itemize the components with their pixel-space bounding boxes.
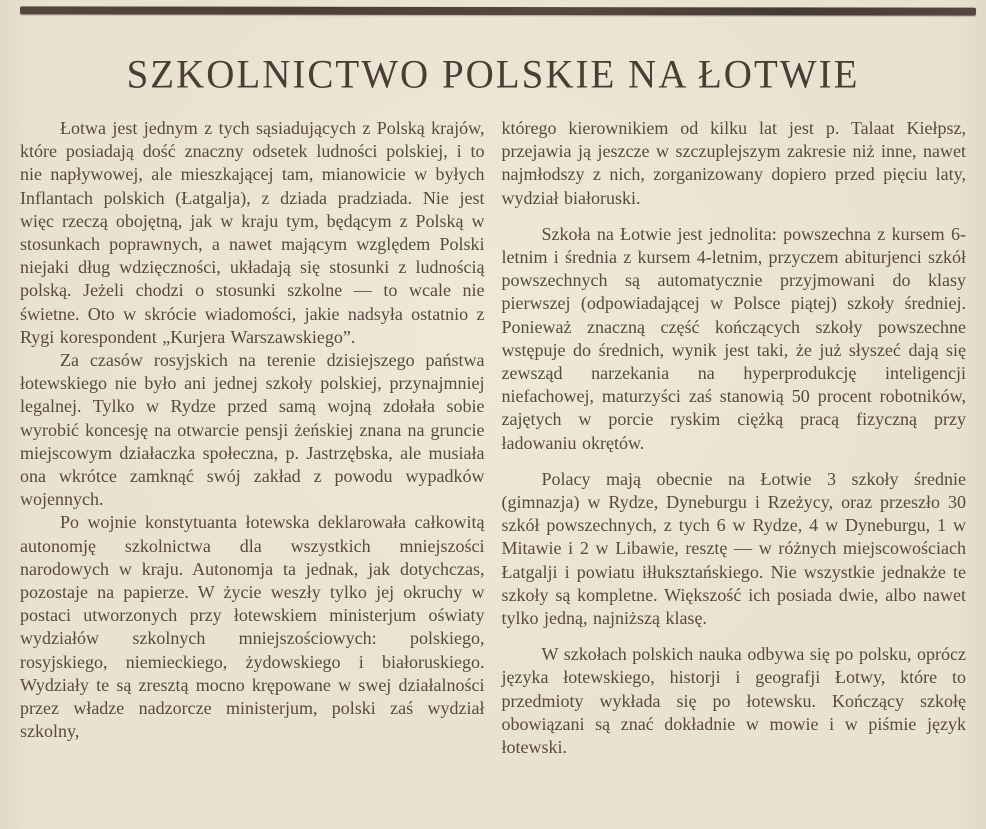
left-column-paragraph-3: Po wojnie konstytuanta łotewska deklarowała całkowitą autonomję szkolnictwa dla wszystkich mniejszości narodowych w kraju. Autonomja ta jednak, jak dotychczas, pozostaje na papierze. W życie weszły tylko jej okruchy w postaci utworzonych przy łotewskiem ministerjum oświaty wydziałów szkolnych mniejszościowych: polskiego, rosyjskiego, niemieckiego, żydowskiego i białoruskiego. Wydziały te są zresztą mocno krępowane w swej działalności przez władze nadzorcze ministerjum, polski zaś wydział szkolny,	[20, 512, 485, 742]
right-column-paragraph-4: W szkołach polskich nauka odbywa się po polsku, oprócz języka łotewskiego, historji i geografji Łotwy, które to przedmioty wykłada się po łotewsku. Kończący szkołę obowiązani są znać dokładnie w mowie i w piśmie język łotewski.	[501, 644, 966, 758]
left-column-paragraph-1: Łotwa jest jednym z tych sąsiadujących z Polską krajów, które posiadają dość znaczny odsetek ludności polskiej, i to nie napływowej, ale mieszkającej tam, mianowicie w byłych Inflantach polskich (Łatgalja), z dziada pradziada. Nie jest więc rzeczą obojętną, jak w kraju tym, będącym z Polską w stosunkach poprawnych, a nawet mającym względem Polski niejaki dług wdzięczności, układają się stosunki z ludnością polską. Jeżeli chodzi o stosunki szkolne — to wcale nie świetne. Oto w skrócie wiadomości, jakie nadsyła ostatnio z Rygi korespondent „Kurjera Warszawskiego”.	[20, 118, 485, 347]
article-body	[20, 117, 966, 829]
right-column-paragraph-1: którego kierownikiem od kilku lat jest p. Talaat Kiełpsz, przejawia ją jeszcze w szczuplejszym zakresie niż inne, nawet najmłodszy z nich, zorganizowany dopiero przed pięciu laty, wydział białoruski.	[501, 118, 966, 208]
left-column	[20, 117, 485, 829]
right-column	[502, 117, 967, 829]
right-column-paragraph-3: Polacy mają obecnie na Łotwie 3 szkoły średnie (gimnazja) w Rydze, Dyneburgu i Rzeżycy, oraz przeszło 30 szkół powszechnych, z tych 6 w Rydze, 4 w Dyneburgu, 1 w Mitawie i 2 w Libawie, resztę — w różnych miejscowościach Łatgalji i powiatu iłłuksztańskiego. Nie wszystkie jednakże te szkoły są kompletne. Większość ich posiada dwie, albo nawet tylko jedną, najniższą klasę.	[501, 468, 966, 629]
left-column-paragraph-2: Za czasów rosyjskich na terenie dzisiejszego państwa łotewskiego nie było ani jednej szkoły polskiej, przynajmniej legalnej. Tylko w Rydze przed samą wojną zdołała sobie wyrobić koncesję na otwarcie pensji żeńskiej znana na gruncie miejscowym działaczka społeczna, p. Jastrzębska, ale musiała ona wkrótce zamknąć swój zakład z powodu wypadków wojennych.	[20, 350, 485, 510]
article-title: SZKOLNICTWO POLSKIE NA ŁOTWIE	[126, 52, 860, 97]
right-column-paragraph-2: Szkoła na Łotwie jest jednolita: powszechna z kursem 6-letnim i średnia z kursem 4-letnim, przyczem abiturjenci szkół powszechnych są automatycznie przyjmowani do klasy pierwszej (odpowiadającej w Polsce piątej) szkoły średniej. Ponieważ znaczną część kończących szkoły powszechne wstępuje do średnich, wynik jest taki, że już słyszeć dają się zewsząd narzekania na hyperprodukcję inteligencji niefachowej, maturzyści zaś stanowią 50 procent robotników, zajętych w porcie ryskim ciężką pracą fizyczną przy ładowaniu okrętów.	[501, 223, 966, 453]
top-border-rule	[20, 6, 976, 15]
